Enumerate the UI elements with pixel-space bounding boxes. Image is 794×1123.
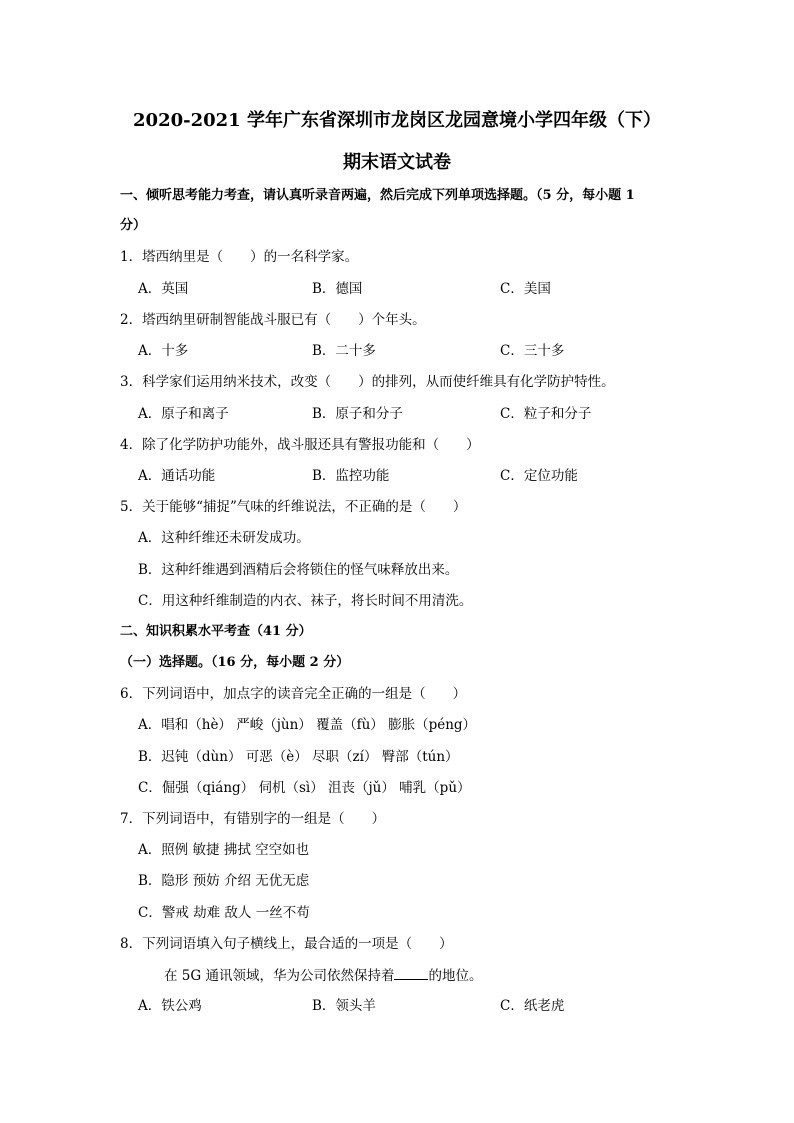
question-1-stem: 1．塔西纳里是（ ）的一名科学家。: [120, 249, 359, 265]
question-6-stem: 6．下列词语中，加点字的读音完全正确的一组是（ ）: [120, 686, 467, 702]
question-6-option-b: B．迟钝（dùn） 可恶（è） 尽职（zí） 臀部（tún）: [138, 749, 459, 765]
section-1-heading: 一、倾听思考能力考查，请认真听录音两遍，然后完成下列单项选择题。（5 分，每小题 1: [120, 188, 635, 203]
question-5-option-c: C．用这种纤维制造的内衣、袜子，将长时间不用清洗。: [138, 593, 473, 609]
question-2-option-b: B．二十多: [312, 343, 376, 359]
section-1-heading-cont: 分）: [120, 218, 147, 233]
question-7-option-a: A．照例 敏捷 拂拭 空空如也: [138, 842, 310, 858]
question-3-option-c: C．粒子和分子: [500, 406, 592, 422]
question-8-blank: [394, 966, 428, 980]
section-2-heading: 二、知识积累水平考查（41 分）: [120, 624, 312, 639]
question-1-option-b: B．德国: [312, 281, 363, 297]
question-5-stem: 5．关于能够“捕捉”气味的纤维说法，不正确的是（ ）: [120, 499, 467, 515]
exam-title-line-2: 期末语文试卷: [343, 152, 451, 173]
exam-title-line-1: 2020-2021 学年广东省深圳市龙岗区龙园意境小学四年级（下）: [133, 110, 661, 131]
question-3-option-a: A．原子和离子: [138, 406, 229, 422]
question-4-stem: 4．除了化学防护功能外，战斗服还具有警报功能和（ ）: [120, 437, 480, 453]
question-8-option-b: B．领头羊: [312, 998, 376, 1014]
question-8-sentence-pre: 在 5G 通讯领域，华为公司依然保持着: [164, 968, 395, 984]
question-5-option-a: A．这种纤维还未研发成功。: [138, 530, 310, 546]
question-6-option-a: A．唱和（hè） 严峻（jùn） 覆盖（fù） 膨胀（péng）: [138, 717, 477, 733]
question-2-option-a: A．十多: [138, 343, 189, 359]
question-2-option-c: C．三十多: [500, 343, 565, 359]
question-3-stem: 3．科学家们运用纳米技术，改变（ ）的排列，从而使纤维具有化学防护特性。: [120, 374, 615, 390]
section-2-subheading: （一）选择题。（16 分，每小题 2 分）: [120, 655, 350, 670]
question-1-option-c: C．美国: [500, 281, 551, 297]
question-7-option-b: B．隐形 预妨 介绍 无优无虑: [138, 873, 310, 889]
question-8-option-a: A．铁公鸡: [138, 998, 202, 1014]
question-4-option-a: A．通话功能: [138, 468, 216, 484]
question-3-option-b: B．原子和分子: [312, 406, 403, 422]
question-8-stem: 8．下列词语填入句子横线上，最合适的一项是（ ）: [120, 936, 453, 952]
question-5-option-b: B．这种纤维遇到酒精后会将锁住的怪气味释放出来。: [138, 562, 459, 578]
question-4-option-c: C．定位功能: [500, 468, 578, 484]
question-7-option-c: C．警戒 劫难 敌人 一丝不苟: [138, 905, 310, 921]
question-8-sentence-post: 的地位。: [428, 968, 483, 984]
question-2-stem: 2．塔西纳里研制智能战斗服已有（ ）个年头。: [120, 312, 426, 328]
question-4-option-b: B．监控功能: [312, 468, 390, 484]
question-6-option-c: C．倔强（qiáng） 伺机（sì） 沮丧（jǔ） 哺乳（pǔ）: [138, 780, 471, 796]
question-1-option-a: A．英国: [138, 281, 189, 297]
question-8-sentence: [164, 966, 482, 985]
question-7-stem: 7．下列词语中，有错别字的一组是（ ）: [120, 811, 386, 827]
question-8-option-c: C．纸老虎: [500, 998, 565, 1014]
